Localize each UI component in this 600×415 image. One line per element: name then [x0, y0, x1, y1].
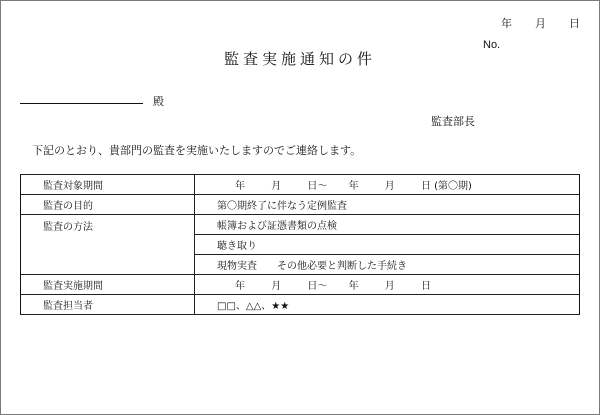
- schedule-from-day: 日～: [307, 281, 328, 292]
- schedule-to-day: 日: [420, 281, 431, 292]
- period-value: [195, 175, 580, 195]
- date-day-label: 日: [569, 17, 580, 30]
- table-row-purpose: [21, 195, 580, 215]
- method-item: 現物実査 その他必要と判断した手続き: [195, 255, 580, 275]
- schedule-from-year: 年: [235, 281, 245, 292]
- schedule-value: [195, 275, 580, 295]
- sender-title: 監査部長: [431, 115, 475, 128]
- schedule-from-month: 月: [271, 281, 282, 292]
- table-row-schedule: [21, 275, 580, 295]
- table-row-period: [21, 175, 580, 195]
- addressee-field[interactable]: [20, 103, 143, 104]
- purpose-value: 第〇期終了に伴なう定例監査: [195, 195, 580, 215]
- date-year-label: 年: [501, 17, 512, 30]
- staff-value: □□、△△、★★: [195, 295, 580, 315]
- period-to-month: 月: [384, 181, 395, 192]
- period-to-year: 年: [348, 181, 359, 192]
- period-from-day: 日～: [307, 181, 328, 192]
- addressee-honorific: 殿: [153, 95, 164, 108]
- table-row-staff: [21, 295, 580, 315]
- method-item: 帳簿および証憑書類の点検: [195, 215, 580, 235]
- schedule-to-year: 年: [348, 281, 359, 292]
- period-from-month: 月: [271, 181, 282, 192]
- method-label: 監査の方法: [21, 215, 195, 275]
- date-month-label: 月: [535, 17, 546, 30]
- purpose-label: 監査の目的: [21, 195, 195, 215]
- audit-info-table: [20, 174, 580, 315]
- period-from-year: 年: [235, 181, 245, 192]
- period-term: (第〇期): [434, 181, 472, 192]
- method-item: 聴き取り: [195, 235, 580, 255]
- schedule-to-month: 月: [384, 281, 395, 292]
- page-title: 監査実施通知の件: [223, 50, 376, 68]
- schedule-label: 監査実施期間: [21, 275, 195, 295]
- document-number-label: No.: [483, 39, 501, 51]
- intro-text: 下記のとおり、貴部門の監査を実施いたしますのでご連絡します。: [32, 144, 362, 157]
- table-row-method-1: [21, 215, 580, 235]
- period-to-day: 日: [420, 181, 431, 192]
- period-label: 監査対象期間: [21, 175, 195, 195]
- staff-label: 監査担当者: [21, 295, 195, 315]
